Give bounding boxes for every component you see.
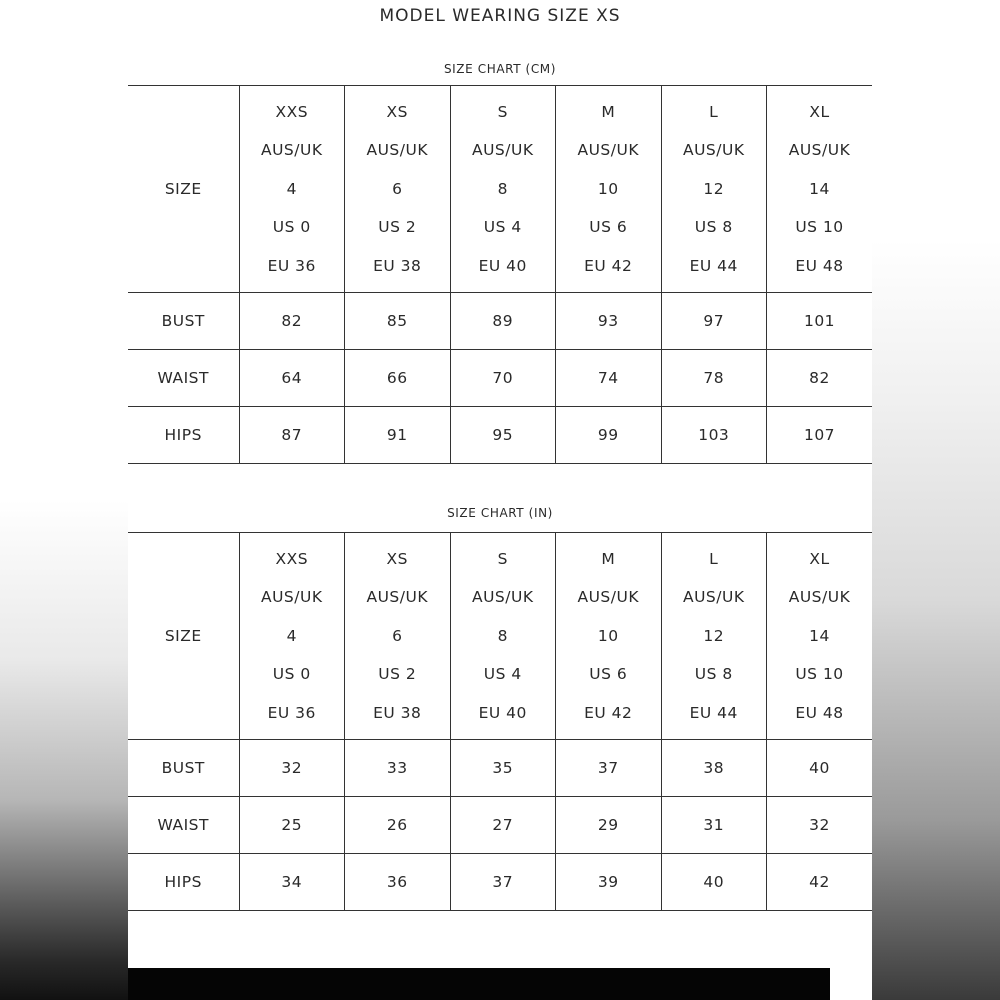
model-size-headline: MODEL WEARING SIZE XS [379, 6, 621, 26]
bust-row [128, 740, 872, 797]
eu-size: EU 48 [795, 256, 844, 275]
waist-value: 78 [661, 350, 767, 407]
size-column-cell [450, 533, 556, 740]
aus-uk-label: AUS/UK [366, 141, 429, 160]
aus-uk-size: 14 [809, 179, 830, 198]
backdrop-left [0, 0, 128, 1000]
size-column-cell [239, 533, 345, 740]
hips-value: 99 [556, 407, 662, 464]
bottom-bar [128, 968, 830, 1000]
aus-uk-size: 12 [703, 626, 725, 645]
hips-value: 95 [450, 407, 556, 464]
hips-row [128, 407, 872, 464]
us-size: US 10 [795, 218, 844, 237]
size-column-cell [450, 86, 556, 293]
row-label-hips: HIPS [128, 407, 239, 464]
aus-uk-size: 12 [703, 179, 725, 198]
aus-uk-label: AUS/UK [577, 141, 640, 160]
hips-value: 39 [556, 854, 662, 911]
bust-value: 33 [345, 740, 451, 797]
bust-value: 93 [556, 293, 662, 350]
size-column-cell [556, 86, 662, 293]
size-column-cell [556, 533, 662, 740]
waist-value: 64 [239, 350, 345, 407]
size-letter: XS [386, 549, 408, 568]
row-label-size: SIZE [128, 533, 239, 740]
us-size: US 6 [589, 218, 628, 237]
size-letter: M [601, 102, 616, 121]
hips-value: 37 [450, 854, 556, 911]
eu-size: EU 40 [478, 703, 527, 722]
aus-uk-size: 8 [497, 179, 508, 198]
hips-value: 42 [767, 854, 873, 911]
aus-uk-size: 10 [597, 179, 619, 198]
waist-value: 31 [661, 797, 767, 854]
size-column-cell [345, 533, 451, 740]
aus-uk-label: AUS/UK [788, 141, 851, 160]
us-size: US 2 [378, 218, 417, 237]
aus-uk-size: 6 [392, 626, 403, 645]
row-label-waist: WAIST [128, 350, 239, 407]
us-size: US 8 [694, 218, 733, 237]
us-size: US 0 [272, 665, 311, 684]
us-size: US 6 [589, 665, 628, 684]
eu-size: EU 38 [373, 256, 422, 275]
hips-value: 36 [345, 854, 451, 911]
size-letter: S [497, 102, 508, 121]
bust-value: 97 [661, 293, 767, 350]
aus-uk-label: AUS/UK [682, 141, 745, 160]
backdrop-right [872, 0, 1000, 1000]
aus-uk-label: AUS/UK [471, 588, 534, 607]
row-label-size: SIZE [128, 86, 239, 293]
waist-value: 29 [556, 797, 662, 854]
us-size: US 4 [483, 665, 522, 684]
size-letter: S [497, 549, 508, 568]
bust-value: 82 [239, 293, 345, 350]
row-label-waist: WAIST [128, 797, 239, 854]
size-column-cell [661, 533, 767, 740]
size-column-cell [661, 86, 767, 293]
row-label-bust: BUST [128, 740, 239, 797]
us-size: US 8 [694, 665, 733, 684]
size-column-cell [345, 86, 451, 293]
aus-uk-size: 14 [809, 626, 830, 645]
hips-value: 107 [767, 407, 873, 464]
waist-value: 26 [345, 797, 451, 854]
hips-row [128, 854, 872, 911]
eu-size: EU 44 [689, 256, 738, 275]
bust-value: 40 [767, 740, 873, 797]
waist-value: 66 [345, 350, 451, 407]
size-letter: XXS [275, 549, 309, 568]
eu-size: EU 38 [373, 703, 422, 722]
size-column-cell [767, 533, 873, 740]
size-letter: XL [809, 549, 830, 568]
hips-value: 87 [239, 407, 345, 464]
waist-value: 70 [450, 350, 556, 407]
aus-uk-size: 4 [286, 626, 297, 645]
waist-value: 27 [450, 797, 556, 854]
size-letter: M [601, 549, 616, 568]
size-letter: L [709, 549, 719, 568]
waist-value: 82 [767, 350, 873, 407]
hips-value: 91 [345, 407, 451, 464]
aus-uk-size: 6 [392, 179, 403, 198]
aus-uk-size: 10 [597, 626, 619, 645]
size-letter: XL [809, 102, 830, 121]
aus-uk-label: AUS/UK [682, 588, 745, 607]
eu-size: EU 42 [584, 703, 633, 722]
us-size: US 2 [378, 665, 417, 684]
bust-value: 37 [556, 740, 662, 797]
eu-size: EU 44 [689, 703, 738, 722]
aus-uk-label: AUS/UK [260, 141, 323, 160]
eu-size: EU 40 [478, 256, 527, 275]
eu-size: EU 48 [795, 703, 844, 722]
bust-value: 35 [450, 740, 556, 797]
size-letter: L [709, 102, 719, 121]
us-size: US 0 [272, 218, 311, 237]
eu-size: EU 36 [267, 703, 316, 722]
eu-size: EU 42 [584, 256, 633, 275]
row-label-bust: BUST [128, 293, 239, 350]
eu-size: EU 36 [267, 256, 316, 275]
size-letter: XS [386, 102, 408, 121]
aus-uk-size: 8 [497, 626, 508, 645]
waist-value: 25 [239, 797, 345, 854]
us-size: US 10 [795, 665, 844, 684]
row-label-hips: HIPS [128, 854, 239, 911]
bust-value: 38 [661, 740, 767, 797]
aus-uk-label: AUS/UK [788, 588, 851, 607]
size-row [128, 86, 872, 293]
size-column-cell [767, 86, 873, 293]
hips-value: 40 [661, 854, 767, 911]
size-guide-sheet [128, 0, 872, 1000]
hips-value: 34 [239, 854, 345, 911]
waist-row [128, 350, 872, 407]
hips-value: 103 [661, 407, 767, 464]
bust-value: 101 [767, 293, 873, 350]
size-column-cell [239, 86, 345, 293]
bust-value: 89 [450, 293, 556, 350]
aus-uk-size: 4 [286, 179, 297, 198]
bust-value: 32 [239, 740, 345, 797]
waist-row [128, 797, 872, 854]
chart-title-cm: SIZE CHART (CM) [443, 62, 557, 76]
waist-value: 32 [767, 797, 873, 854]
aus-uk-label: AUS/UK [577, 588, 640, 607]
waist-value: 74 [556, 350, 662, 407]
chart-title-in: SIZE CHART (IN) [447, 506, 553, 520]
bust-value: 85 [345, 293, 451, 350]
size-table-in [128, 532, 872, 911]
aus-uk-label: AUS/UK [471, 141, 534, 160]
size-row [128, 533, 872, 740]
size-table-cm [128, 85, 872, 464]
aus-uk-label: AUS/UK [366, 588, 429, 607]
us-size: US 4 [483, 218, 522, 237]
size-letter: XXS [275, 102, 309, 121]
bust-row [128, 293, 872, 350]
aus-uk-label: AUS/UK [260, 588, 323, 607]
